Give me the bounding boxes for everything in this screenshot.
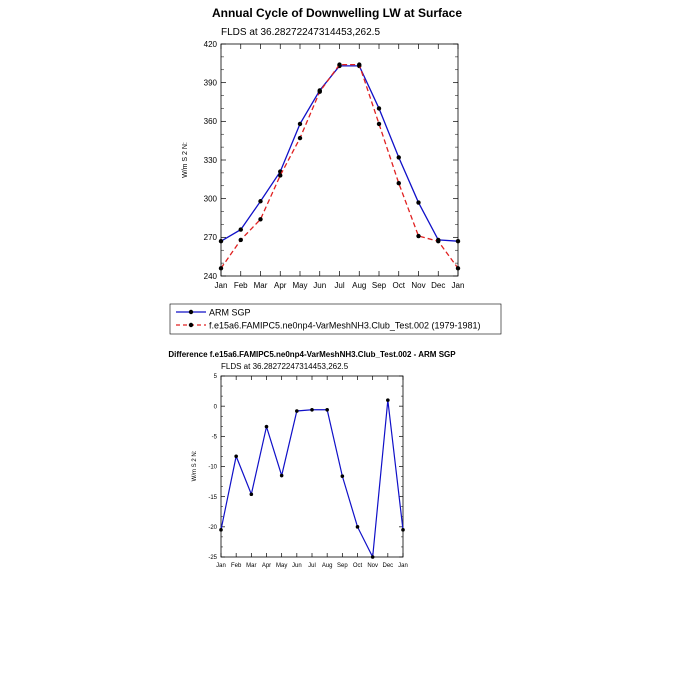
y-tick-label: 390: [203, 78, 217, 88]
data-point: [219, 266, 223, 270]
data-point: [234, 454, 238, 458]
y-tick-label: -20: [208, 524, 217, 531]
x-tick-label: May: [292, 281, 308, 290]
bottom-chart-ylabel: W/m S 2 N:: [192, 450, 198, 482]
data-point: [341, 474, 345, 478]
y-tick-label: -25: [208, 555, 217, 562]
y-tick-label: 300: [203, 194, 217, 204]
data-point: [377, 106, 381, 110]
x-tick-label: May: [275, 563, 288, 569]
x-tick-label: Jun: [291, 563, 302, 569]
legend-label-0: ARM SGP: [209, 307, 251, 318]
bottom-chart-title: Difference f.e15a6.FAMIPC5.ne0np4-VarMeshNH3.Club_Test.002 - ARM SGP: [168, 350, 456, 359]
data-point: [377, 122, 381, 126]
data-point: [397, 181, 401, 185]
y-tick-label: 270: [203, 233, 217, 243]
top-chart-subtitle: FLDS at 36.28272247314453,262.5: [221, 27, 381, 38]
y-tick-label: -10: [208, 464, 217, 471]
x-tick-label: Mar: [253, 281, 268, 290]
data-point: [357, 62, 361, 66]
top-chart: [170, 6, 501, 334]
x-tick-label: Jan: [214, 281, 228, 290]
x-tick-label: Jan: [216, 563, 226, 569]
x-tick-label: Jul: [308, 563, 316, 569]
x-tick-label: Apr: [261, 563, 272, 569]
x-tick-label: Aug: [321, 563, 333, 569]
data-point: [416, 234, 420, 238]
x-tick-label: Jul: [334, 281, 345, 290]
series-line-1: [221, 65, 458, 269]
y-tick-label: 0: [213, 404, 217, 411]
data-point: [456, 266, 460, 270]
data-point: [397, 155, 401, 159]
series-line-0: [221, 400, 403, 557]
legend-label-1: f.e15a6.FAMIPC5.ne0np4-VarMeshNH3.Club_Test.002 (1979-1981): [209, 320, 481, 331]
x-tick-label: Jun: [313, 281, 327, 290]
data-point: [456, 239, 460, 243]
series-line-0: [221, 66, 458, 241]
data-point: [280, 474, 284, 478]
y-tick-label: 5: [213, 374, 217, 381]
data-point: [258, 217, 262, 221]
x-tick-label: Nov: [411, 281, 426, 290]
data-point: [295, 409, 299, 413]
x-tick-label: Feb: [230, 563, 242, 569]
data-point: [436, 239, 440, 243]
x-tick-label: Aug: [352, 281, 367, 290]
y-tick-label: -15: [208, 494, 217, 501]
data-point: [265, 425, 269, 429]
data-point: [337, 62, 341, 66]
plot-frame: [221, 44, 458, 276]
data-point: [278, 173, 282, 177]
data-point: [356, 525, 360, 529]
x-tick-label: Nov: [367, 563, 379, 569]
data-point: [386, 398, 390, 402]
y-tick-label: 240: [203, 271, 217, 281]
data-point: [239, 227, 243, 231]
bottom-chart-subtitle: FLDS at 36.28272247314453,262.5: [221, 362, 349, 371]
top-chart-legend: [170, 304, 501, 334]
legend-marker-1: [189, 323, 193, 327]
x-tick-label: Sep: [336, 563, 348, 569]
x-tick-label: Mar: [246, 563, 257, 569]
y-tick-label: 420: [203, 39, 217, 49]
data-point: [401, 528, 405, 532]
x-tick-label: Jan: [398, 563, 408, 569]
data-point: [325, 408, 329, 412]
top-chart-title: Annual Cycle of Downwelling LW at Surface: [211, 6, 463, 20]
y-tick-label: 360: [203, 117, 217, 127]
data-point: [298, 136, 302, 140]
data-point: [310, 408, 314, 412]
x-tick-label: Jan: [451, 281, 465, 290]
data-point: [258, 199, 262, 203]
data-point: [219, 239, 223, 243]
y-tick-label: 330: [203, 155, 217, 165]
x-tick-label: Oct: [352, 563, 363, 569]
top-chart-ylabel: W/m S 2 N:: [182, 142, 189, 178]
x-tick-label: Apr: [274, 281, 287, 290]
x-tick-label: Dec: [431, 281, 446, 290]
data-point: [298, 122, 302, 126]
y-tick-label: -5: [211, 434, 217, 441]
data-point: [416, 200, 420, 204]
data-point: [371, 555, 375, 559]
x-tick-label: Sep: [371, 281, 387, 290]
data-point: [250, 492, 254, 496]
bottom-chart: [168, 350, 456, 569]
data-point: [318, 89, 322, 93]
x-tick-label: Oct: [392, 281, 405, 290]
x-tick-label: Feb: [233, 281, 248, 290]
x-tick-label: Dec: [382, 563, 394, 569]
legend-marker-0: [189, 310, 193, 314]
data-point: [239, 238, 243, 242]
data-point: [219, 528, 223, 532]
